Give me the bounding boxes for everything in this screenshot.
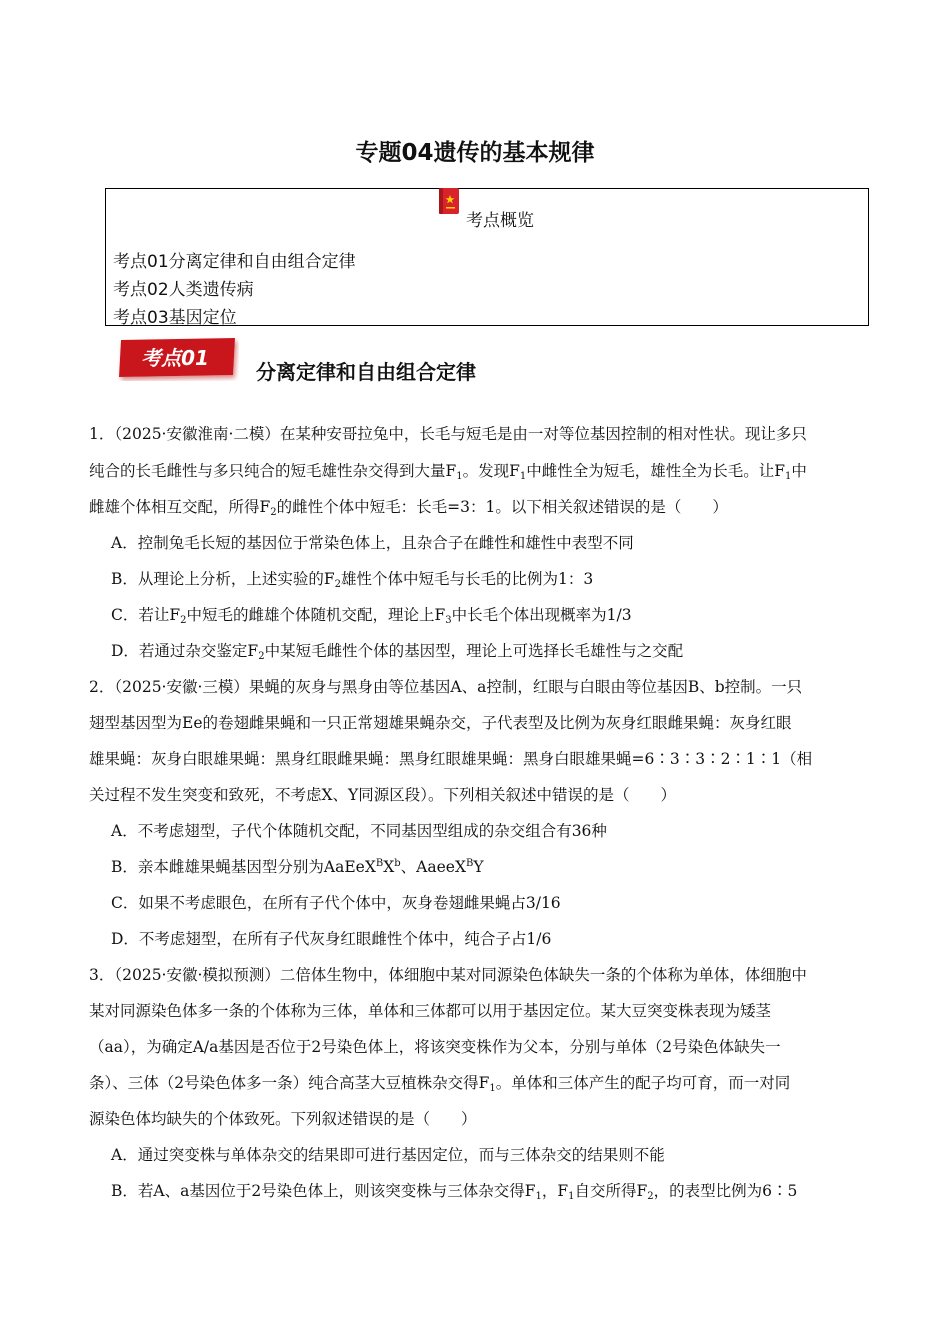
overview-item-1[interactable]: 考点01分离定律和自由组合定律 xyxy=(113,252,356,272)
q3-line-2: 某对同源染色体多一条的个体称为三体，单体和三体都可以用于基因定位。某大豆突变株表现为矮茎 xyxy=(89,1002,772,1020)
q1-option-a[interactable]: A．控制兔毛长短的基因位于常染色体上，且杂合子在雌性和雄性中表型不同 xyxy=(111,534,634,552)
q2-line-2: 翅型基因型为Ee的卷翅雌果蝇和一只正常翅雄果蝇杂交，子代表型及比例为灰身红眼雌果蝇：灰身红眼 xyxy=(89,714,792,732)
q1-line-2: 纯合的长毛雌性与多只纯合的短毛雄性杂交得到大量$F_1$。发现$F_1$中雌性全为短毛，雄性全为长毛。让$F_1$中 xyxy=(89,462,807,482)
q2-option-a[interactable]: A．不考虑翅型，子代个体随机交配，不同基因型组成的杂交组合有36种 xyxy=(111,822,607,840)
q3-line-5: 源染色体均缺失的个体致死。下列叙述错误的是（ ） xyxy=(89,1110,477,1128)
q2-line-4: 关过程不发生突变和致死，不考虑X、Y同源区段）。下列相关叙述中错误的是（ ） xyxy=(89,786,677,804)
q3-option-a[interactable]: A．通过突变株与单体杂交的结果即可进行基因定位，而与三体杂交的结果则不能 xyxy=(111,1146,665,1164)
q1-line-3: 雌雄个体相互交配，所得$F_2$的雌性个体中短毛：长毛=3：1。以下相关叙述错误的是（ ） xyxy=(89,498,728,518)
section-title: 分离定律和自由组合定律 xyxy=(256,360,476,384)
q3-option-b[interactable]: B．若A、a基因位于2号染色体上，则该突变株与三体杂交得$F_1$，$F_1$自交所得$F_2$，的表型比例为6∶5 xyxy=(111,1182,798,1202)
q3-line-4: 条）、三体（2号染色体多一条）纯合高茎大豆植株杂交得$F_1$。单体和三体产生的配子均可育，而一对同 xyxy=(89,1074,791,1094)
q3-line-3: （aa），为确定A/a基因是否位于2号染色体上，将该突变株作为父本，分别与单体（2号染色体缺失一 xyxy=(89,1038,781,1056)
q2-line-3: 雄果蝇：灰身白眼雄果蝇：黑身红眼雌果蝇：黑身红眼雄果蝇：黑身白眼雄果蝇=6∶3∶3∶2∶1∶1（相 xyxy=(89,750,813,768)
section-badge xyxy=(117,337,239,381)
q1-option-d[interactable]: D．若通过杂交鉴定$F_2$中某短毛雌性个体的基因型，理论上可选择长毛雄性与之交配 xyxy=(111,642,684,662)
page-title: 专题04遗传的基本规律 xyxy=(355,140,595,166)
overview-item-3[interactable]: 考点03基因定位 xyxy=(113,308,237,328)
q3-line-1: 3．（2025·安徽·模拟预测）二倍体生物中，体细胞中某对同源染色体缺失一条的个体称为单体，体细胞中 xyxy=(89,966,807,984)
red-book-icon xyxy=(438,187,460,215)
q2-line-1: 2．（2025·安徽·三模）果蝇的灰身与黑身由等位基因A、a控制，红眼与白眼由等位基因B、b控制。一只 xyxy=(89,678,803,696)
section-badge-label: 考点01 xyxy=(141,346,209,370)
q2-option-b[interactable]: B．亲本雌雄果蝇基因型分别为$AaEeX^BX^b$、AaeeX$^B$Y xyxy=(111,858,484,876)
overview-box xyxy=(105,188,869,326)
q2-option-c[interactable]: C．如果不考虑眼色，在所有子代个体中，灰身卷翅雌果蝇占3/16 xyxy=(111,894,561,912)
q2-option-d[interactable]: D．不考虑翅型，在所有子代灰身红眼雌性个体中，纯合子占1/6 xyxy=(111,930,552,948)
overview-item-2[interactable]: 考点02人类遗传病 xyxy=(113,280,254,300)
overview-heading: 考点概览 xyxy=(466,211,534,231)
q1-option-c[interactable]: C．若让$F_2$中短毛的雌雄个体随机交配，理论上$F_3$中长毛个体出现概率为1/3 xyxy=(111,606,632,626)
q1-option-b[interactable]: B．从理论上分析，上述实验的$F_2$雄性个体中短毛与长毛的比例为1：3 xyxy=(111,570,594,590)
q1-line-1: 1．（2025·安徽淮南·二模）在某种安哥拉兔中，长毛与短毛是由一对等位基因控制的相对性状。现让多只 xyxy=(89,425,807,443)
